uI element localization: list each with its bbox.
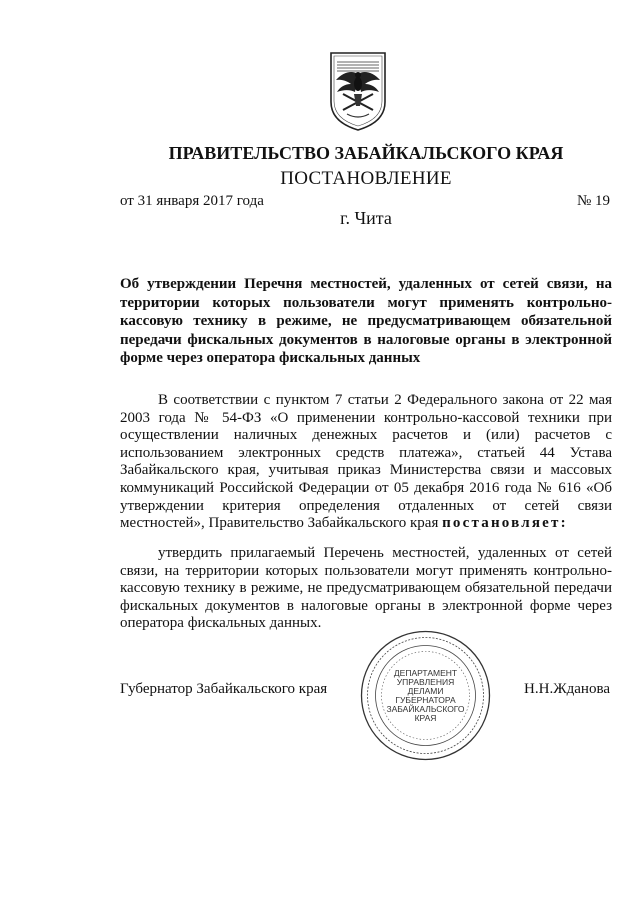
stamp-line: ДЕПАРТАМЕНТ	[393, 668, 458, 678]
body-paragraph-2: утвердить прилагаемый Перечень местностей, удаленных от сетей связи, на территории которых пользователи могут применять контрольно-кассовую технику в режиме, не предусматривающем обязательной передачи фискальных документов в налоговые органы в электронной форме через оператора фискальных данных.	[120, 545, 612, 632]
document-city: г. Чита	[340, 208, 392, 228]
signatory-title: Губернатор Забайкальского края	[120, 681, 328, 697]
stamp-line: ДЕЛАМИ	[407, 686, 444, 696]
paragraph-1-text: В соответствии с пунктом 7 статьи 2 Федерального закона от 22 мая 2003 года № 54-ФЗ «О применении контрольно-кассовой техники при осуществлении наличных денежных расчетов и (или) расчетов с использованием электронных средств платежа», статьей 44 Устава Забайкальского края, учитывая приказ Министерства связи и массовых коммуникаций Российской Федерации от 05 декабря 2016 года № 616 «Об утверждении критерия определения отдаленных от сетей связи местностей», Правительство Забайкальского края	[120, 392, 612, 532]
signatory-name: Н.Н.Жданова	[524, 681, 610, 697]
body-paragraph-1	[120, 392, 612, 533]
government-title: ПРАВИТЕЛЬСТВО ЗАБАЙКАЛЬСКОГО КРАЯ	[168, 143, 564, 163]
document-subject: Об утверждении Перечня местностей, удаленных от сетей связи, на территории которых пользователи могут применять контрольно-кассовую технику в режиме, не предусматривающем обязательной передачи фискальных документов в налоговые органы в электронной форме через оператора фискальных данных	[120, 276, 612, 367]
document-number: № 19	[576, 193, 610, 209]
stamp-line: КРАЯ	[414, 713, 437, 723]
official-seal-icon	[358, 628, 493, 763]
stamp-line: ГУБЕРНАТОРА	[395, 695, 456, 705]
decree-keyword: постановляет:	[442, 515, 568, 532]
coat-of-arms-icon	[327, 50, 389, 132]
document-date: от 31 января 2017 года	[120, 193, 264, 209]
document-type: ПОСТАНОВЛЕНИЕ	[280, 168, 452, 189]
stamp-line: УПРАВЛЕНИЯ	[396, 677, 455, 687]
stamp-line: ЗАБАЙКАЛЬСКОГО	[386, 704, 465, 714]
